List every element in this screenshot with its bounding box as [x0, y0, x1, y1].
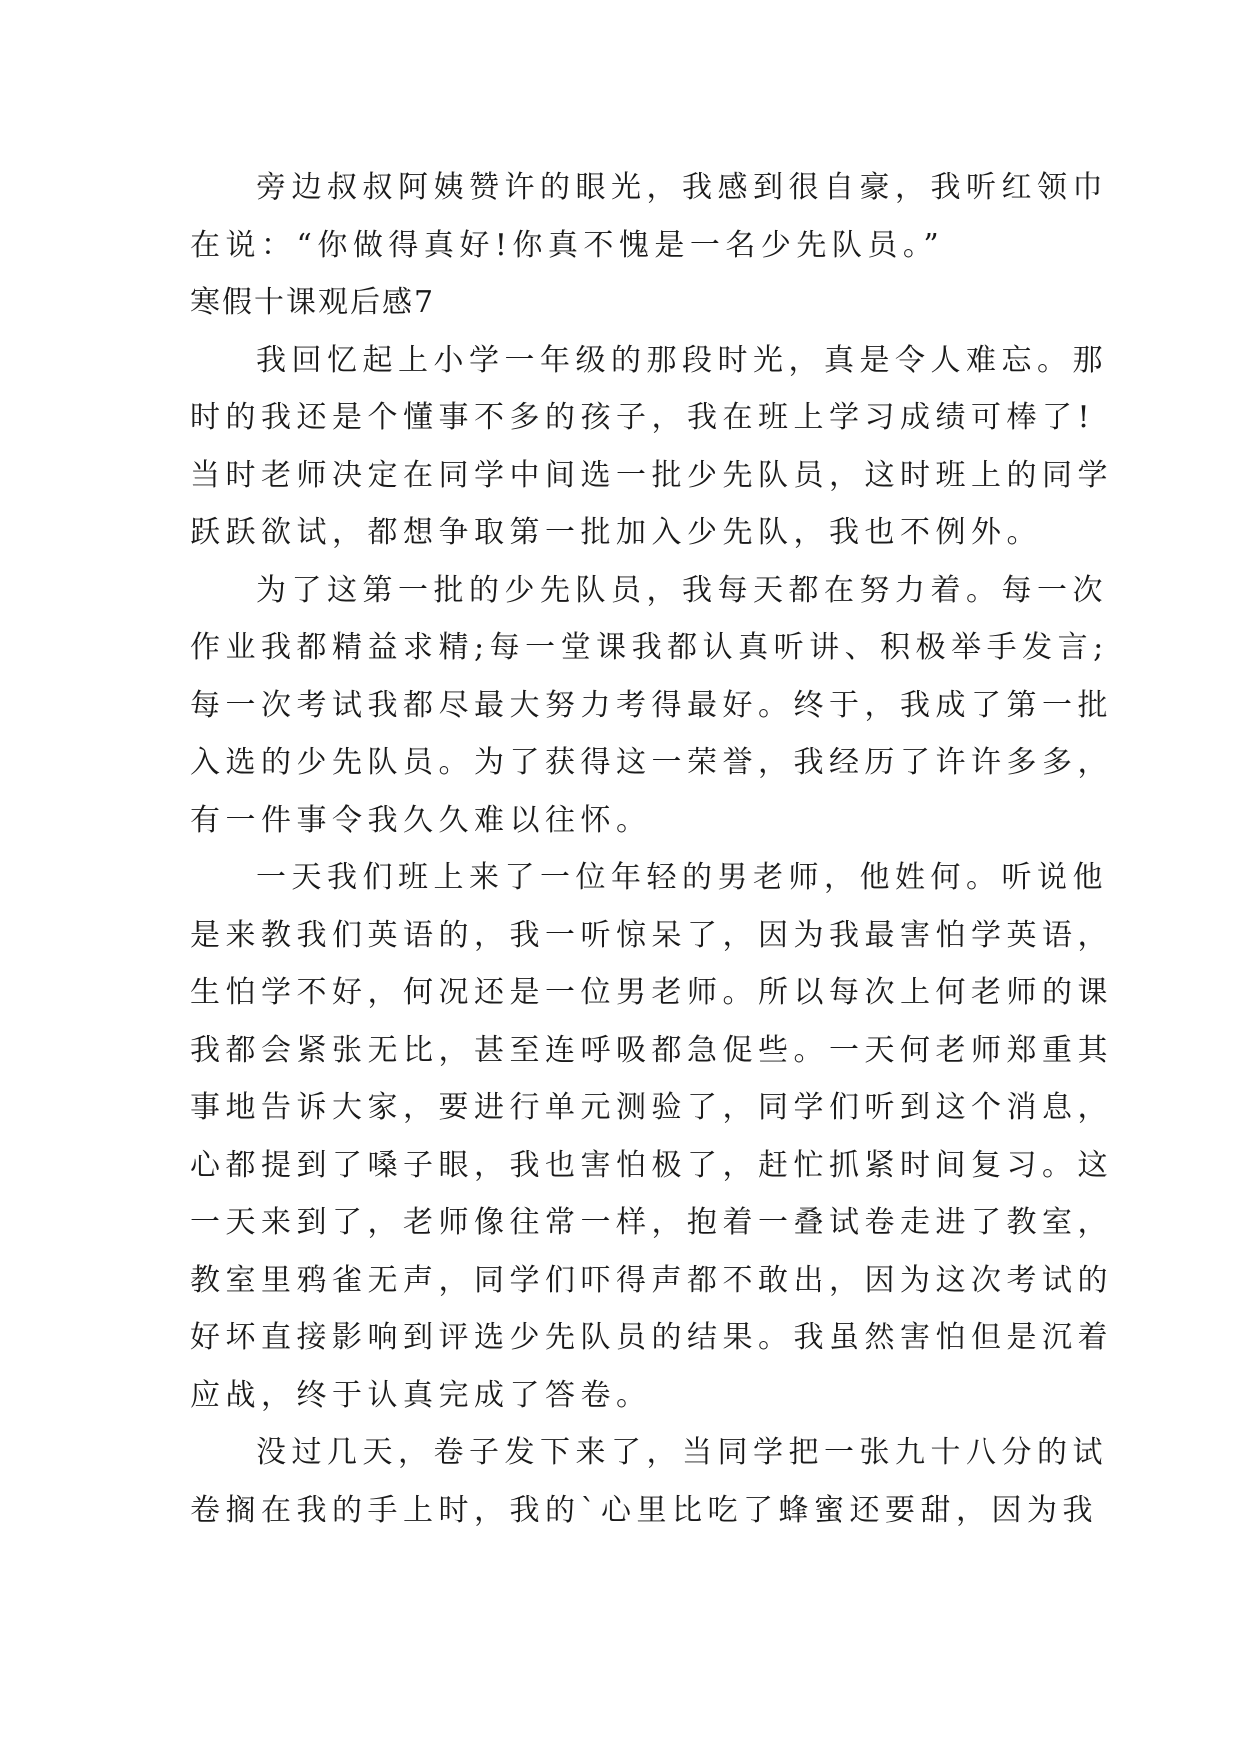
text-line: 有一件事令我久久难以往怀。 [190, 802, 652, 838]
text-line: 为了这第一批的少先队员，我每天都在努力着。每一次 [256, 572, 1108, 608]
text-line: 我都会紧张无比，甚至连呼吸都急促些。一天何老师郑重其 [190, 1032, 1113, 1068]
text-line: 旁边叔叔阿姨赞许的眼光，我感到很自豪，我听红领巾 [256, 170, 1108, 205]
document-body [190, 159, 1113, 1539]
paragraph-1 [190, 159, 1108, 274]
text-line: 卷搁在我的手上时，我的`心里比吃了蜂蜜还要甜，因为我 [190, 1492, 1098, 1528]
text-line: 应战，终于认真完成了答卷。 [190, 1377, 652, 1413]
paragraph-4 [190, 849, 1113, 1424]
paragraph-3 [190, 562, 1113, 850]
text-line: 好坏直接影响到评选少先队员的结果。我虽然害怕但是沉着 [190, 1320, 1113, 1355]
text-line: 当时老师决定在同学中间选一批少先队员，这时班上的同学 [190, 457, 1113, 493]
text-line: 事地告诉大家，要进行单元测验了，同学们听到这个消息， [190, 1090, 1113, 1125]
text-line: 每一次考试我都尽最大努力考得最好。终于，我成了第一批 [190, 687, 1113, 723]
text-line: 生怕学不好，何况还是一位男老师。所以每次上何老师的课 [190, 975, 1113, 1010]
text-line: 我回忆起上小学一年级的那段时光，真是令人难忘。那 [256, 342, 1108, 378]
section-heading [190, 274, 1050, 332]
text-line: 入选的少先队员。为了获得这一荣誉，我经历了许许多多， [190, 745, 1113, 780]
heading-line: 寒假十课观后感7 [190, 285, 436, 320]
text-line: 是来教我们英语的，我一听惊呆了，因为我最害怕学英语， [190, 917, 1113, 953]
text-line: 时的我还是个懂事不多的孩子，我在班上学习成绩可棒了! [190, 400, 1096, 435]
text-line: 跃跃欲试，都想争取第一批加入少先队，我也不例外。 [190, 515, 1042, 550]
text-line: 在说：“你做得真好!你真不愧是一名少先队员。” [190, 227, 945, 263]
text-line: 教室里鸦雀无声，同学们吓得声都不敢出，因为这次考试的 [190, 1262, 1113, 1298]
text-line: 没过几天，卷子发下来了，当同学把一张九十八分的试 [256, 1435, 1108, 1470]
text-line: 心都提到了嗓子眼，我也害怕极了，赶忙抓紧时间复习。这 [190, 1147, 1113, 1183]
text-line: 作业我都精益求精;每一堂课我都认真听讲、积极举手发言; [190, 630, 1109, 665]
text-line: 一天我们班上来了一位年轻的男老师，他姓何。听说他 [256, 860, 1108, 895]
paragraph-5 [190, 1424, 1108, 1539]
paragraph-2 [190, 332, 1113, 562]
text-line: 一天来到了，老师像往常一样，抱着一叠试卷走进了教室， [190, 1205, 1113, 1240]
